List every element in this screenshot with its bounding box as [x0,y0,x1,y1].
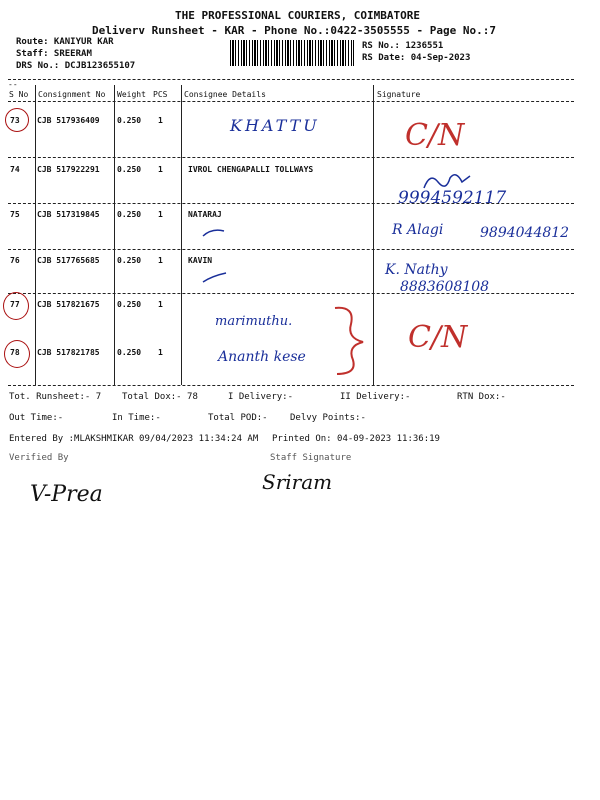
rs-date: RS Date: 04-Sep-2023 [362,53,471,63]
row-consignment: CJB 517821785 [37,348,100,357]
row-consignment: CJB 517821675 [37,300,100,309]
printed-on: Printed On: 04-09-2023 11:36:19 [272,434,440,444]
handwritten-phone: 9894044812 [480,225,570,241]
col-header-consignment: Consignment No [38,90,106,99]
col-header-sno: S No [9,90,29,99]
row-consignee: KAVIN [188,256,213,265]
handwritten-name: Ananth kese [218,349,306,365]
row-weight: 0.250 [117,256,142,265]
handwritten-stroke [200,226,230,240]
rtn-dox: RTN Dox:- [457,392,506,402]
row-weight: 0.250 [117,210,142,219]
handwritten-phone: 8883608108 [400,279,490,295]
in-time: In Time:- [112,413,161,423]
row-pcs: 1 [158,348,163,357]
handwritten-cn: C/N [408,320,468,355]
col-divider-consignment [114,85,115,385]
verified-by-label: Verified By [9,453,69,463]
row-sno: 77 [10,300,20,309]
handwritten-brace [325,300,375,380]
row-separator [8,157,574,158]
totals-rule [8,385,574,386]
runsheet-subtitle: Deliverv Runsheet - KAR - Phone No.:0422-3505555 - Page No.:7 [92,24,496,37]
col-divider-sno [35,85,36,385]
drs-number: DRS No.: DCJB123655107 [16,61,136,71]
row-circle-mark [5,108,29,132]
row-separator [8,293,574,294]
col-divider-pcs [181,85,182,385]
total-dox: Total Dox:- 78 [122,392,198,402]
row-separator [8,203,574,204]
rs-number: RS No.: 1236551 [362,41,444,51]
header-bottom-rule [8,101,574,102]
row-consignment: CJB 517922291 [37,165,100,174]
row-sno: 75 [10,210,20,219]
row-sno: 74 [10,165,20,174]
total-pod: Total POD:- [208,413,268,423]
row-sno: 73 [10,116,20,125]
staff-signature-label: Staff Signature [270,453,352,463]
row-consignment: CJB 517319845 [37,210,100,219]
row-pcs: 1 [158,210,163,219]
dash-marks: -- [8,80,18,89]
row-consignment: CJB 517765685 [37,256,100,265]
staff-label: Staff: SREERAM [16,49,92,59]
handwritten-name: marimuthu. [215,314,293,329]
row-weight: 0.250 [117,165,142,174]
row-circle-mark [4,340,30,368]
handwritten-cn: C/N [405,118,465,153]
row-consignee: NATARAJ [188,210,222,219]
row-circle-mark [3,292,29,320]
route-label: Route: KANIYUR KAR [16,37,114,47]
handwritten-signature-scribble [420,168,480,194]
ii-delivery: II Delivery:- [340,392,411,402]
entered-by: Entered By :MLAKSHMIKAR 09/04/2023 11:34:24 AM [9,434,259,444]
verifier-signature: V-Prea [30,482,103,507]
handwritten-signature: R Alagi [392,222,444,238]
row-sno: 78 [10,348,20,357]
row-weight: 0.250 [117,116,142,125]
row-pcs: 1 [158,116,163,125]
header-top-rule [8,79,574,80]
row-separator [8,249,574,250]
row-weight: 0.250 [117,300,142,309]
row-consignee: IVROL CHENGAPALLI TOLLWAYS [188,165,314,174]
row-consignment: CJB 517936409 [37,116,100,125]
col-header-weight: Weight [117,90,146,99]
total-runsheet: Tot. Runsheet:- 7 [9,392,102,402]
row-pcs: 1 [158,300,163,309]
col-header-consignee: Consignee Details [184,90,266,99]
col-header-pcs: PCS [153,90,168,99]
handwritten-phone: 9994592117 [398,188,507,208]
row-pcs: 1 [158,165,163,174]
staff-signature: Sriram [262,470,333,494]
row-weight: 0.250 [117,348,142,357]
out-time: Out Time:- [9,413,64,423]
handwritten-signature: K. Nathy [385,262,448,278]
i-delivery: I Delivery:- [228,392,294,402]
col-header-signature: Signature [377,90,421,99]
handwritten-name: KHATTU [230,116,320,135]
row-pcs: 1 [158,256,163,265]
row-sno: 76 [10,256,20,265]
delvy-points: Delvy Points:- [290,413,366,423]
company-name: THE PROFESSIONAL COURIERS, COIMBATORE [175,9,421,22]
handwritten-stroke [200,270,230,286]
barcode [230,40,354,66]
